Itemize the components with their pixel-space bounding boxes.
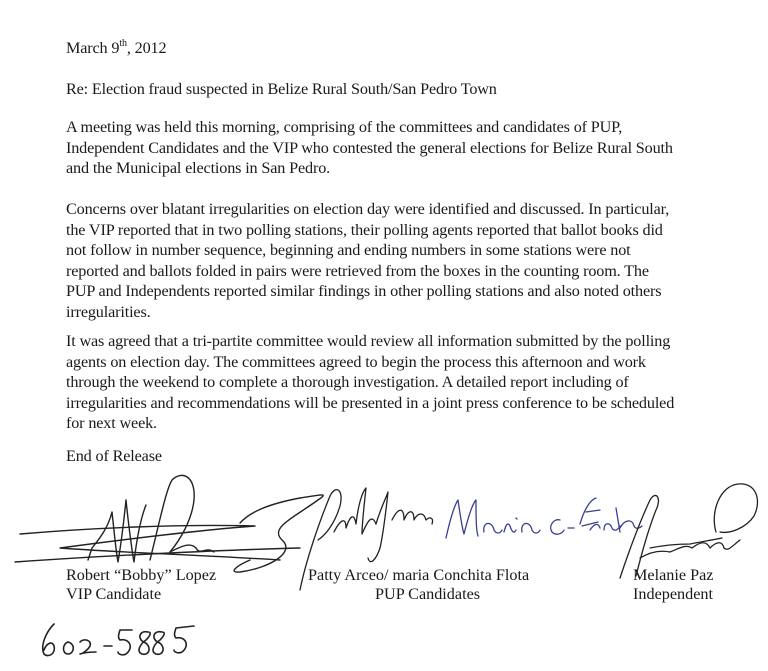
paragraph-line: irregularities and recommendations will be presented in a joint press conference to be scheduled — [66, 393, 675, 412]
paragraph-line: agents on election day. The committees agreed to begin the process this afternoon and work — [66, 352, 646, 371]
paragraph-line: not follow in number sequence, beginning and ending numbers in some stations were not — [66, 241, 631, 259]
date-year: , 2012 — [126, 39, 167, 57]
signatory-name-robert-lopez: Robert “Bobby” Lopez — [66, 566, 217, 584]
signatory-role-pup-candidates: PUP Candidates — [375, 585, 481, 603]
paragraph-line: reported and ballots folded in pairs were retrieved from the boxes in the counting room. The — [66, 261, 649, 280]
paragraph-meeting — [66, 117, 756, 179]
paragraph-line: irregularities. — [66, 302, 151, 321]
paragraph-line: through the weekend to complete a thorough investigation. A detailed report including of — [66, 373, 629, 391]
signatory-role-vip-candidate: VIP Candidate — [66, 585, 162, 603]
subject-line: Re: Election fraud suspected in Belize Rural South/San Pedro Town — [66, 80, 497, 98]
paragraph-line: It was agreed that a tri-partite committee would review all information submitted by the polling — [66, 332, 671, 350]
signature-robert-lopez-icon — [15, 475, 323, 572]
paragraph-line: and the Municipal elections in San Pedro. — [66, 159, 331, 177]
paragraph-line: Concerns over blatant irregularities on election day were identified and discussed. In particular, — [66, 200, 670, 218]
handwritten-phone-number — [38, 618, 198, 662]
document-date — [66, 38, 756, 59]
paragraph-line: PUP and Independents reported similar findings in other polling stations and also noted others — [66, 282, 662, 300]
signature-maria-flota-icon — [446, 498, 642, 538]
paragraph-line: A meeting was held this morning, comprising of the committees and candidates of PUP, — [66, 118, 623, 136]
signature-melanie-paz-icon — [620, 484, 757, 578]
paragraph-line: Independent Candidates and the VIP who contested the general elections for Belize Rural South — [66, 138, 673, 157]
date-ordinal-suffix: th — [119, 38, 127, 49]
paragraph-line: the VIP reported that in two polling stations, their polling agents reported that ballot books did — [66, 220, 663, 239]
signatory-name-melanie-paz: Melanie Paz — [633, 566, 714, 584]
signatory-role-independent: Independent — [633, 585, 714, 603]
paragraph-irregularities — [66, 199, 756, 322]
closing-line: End of Release — [66, 447, 162, 465]
paragraph-line: for next week. — [66, 414, 157, 432]
signatory-name-patty-maria: Patty Arceo/ maria Conchita Flota — [308, 566, 530, 584]
date-month-day: March 9 — [66, 39, 120, 57]
paragraph-committee — [66, 331, 756, 434]
